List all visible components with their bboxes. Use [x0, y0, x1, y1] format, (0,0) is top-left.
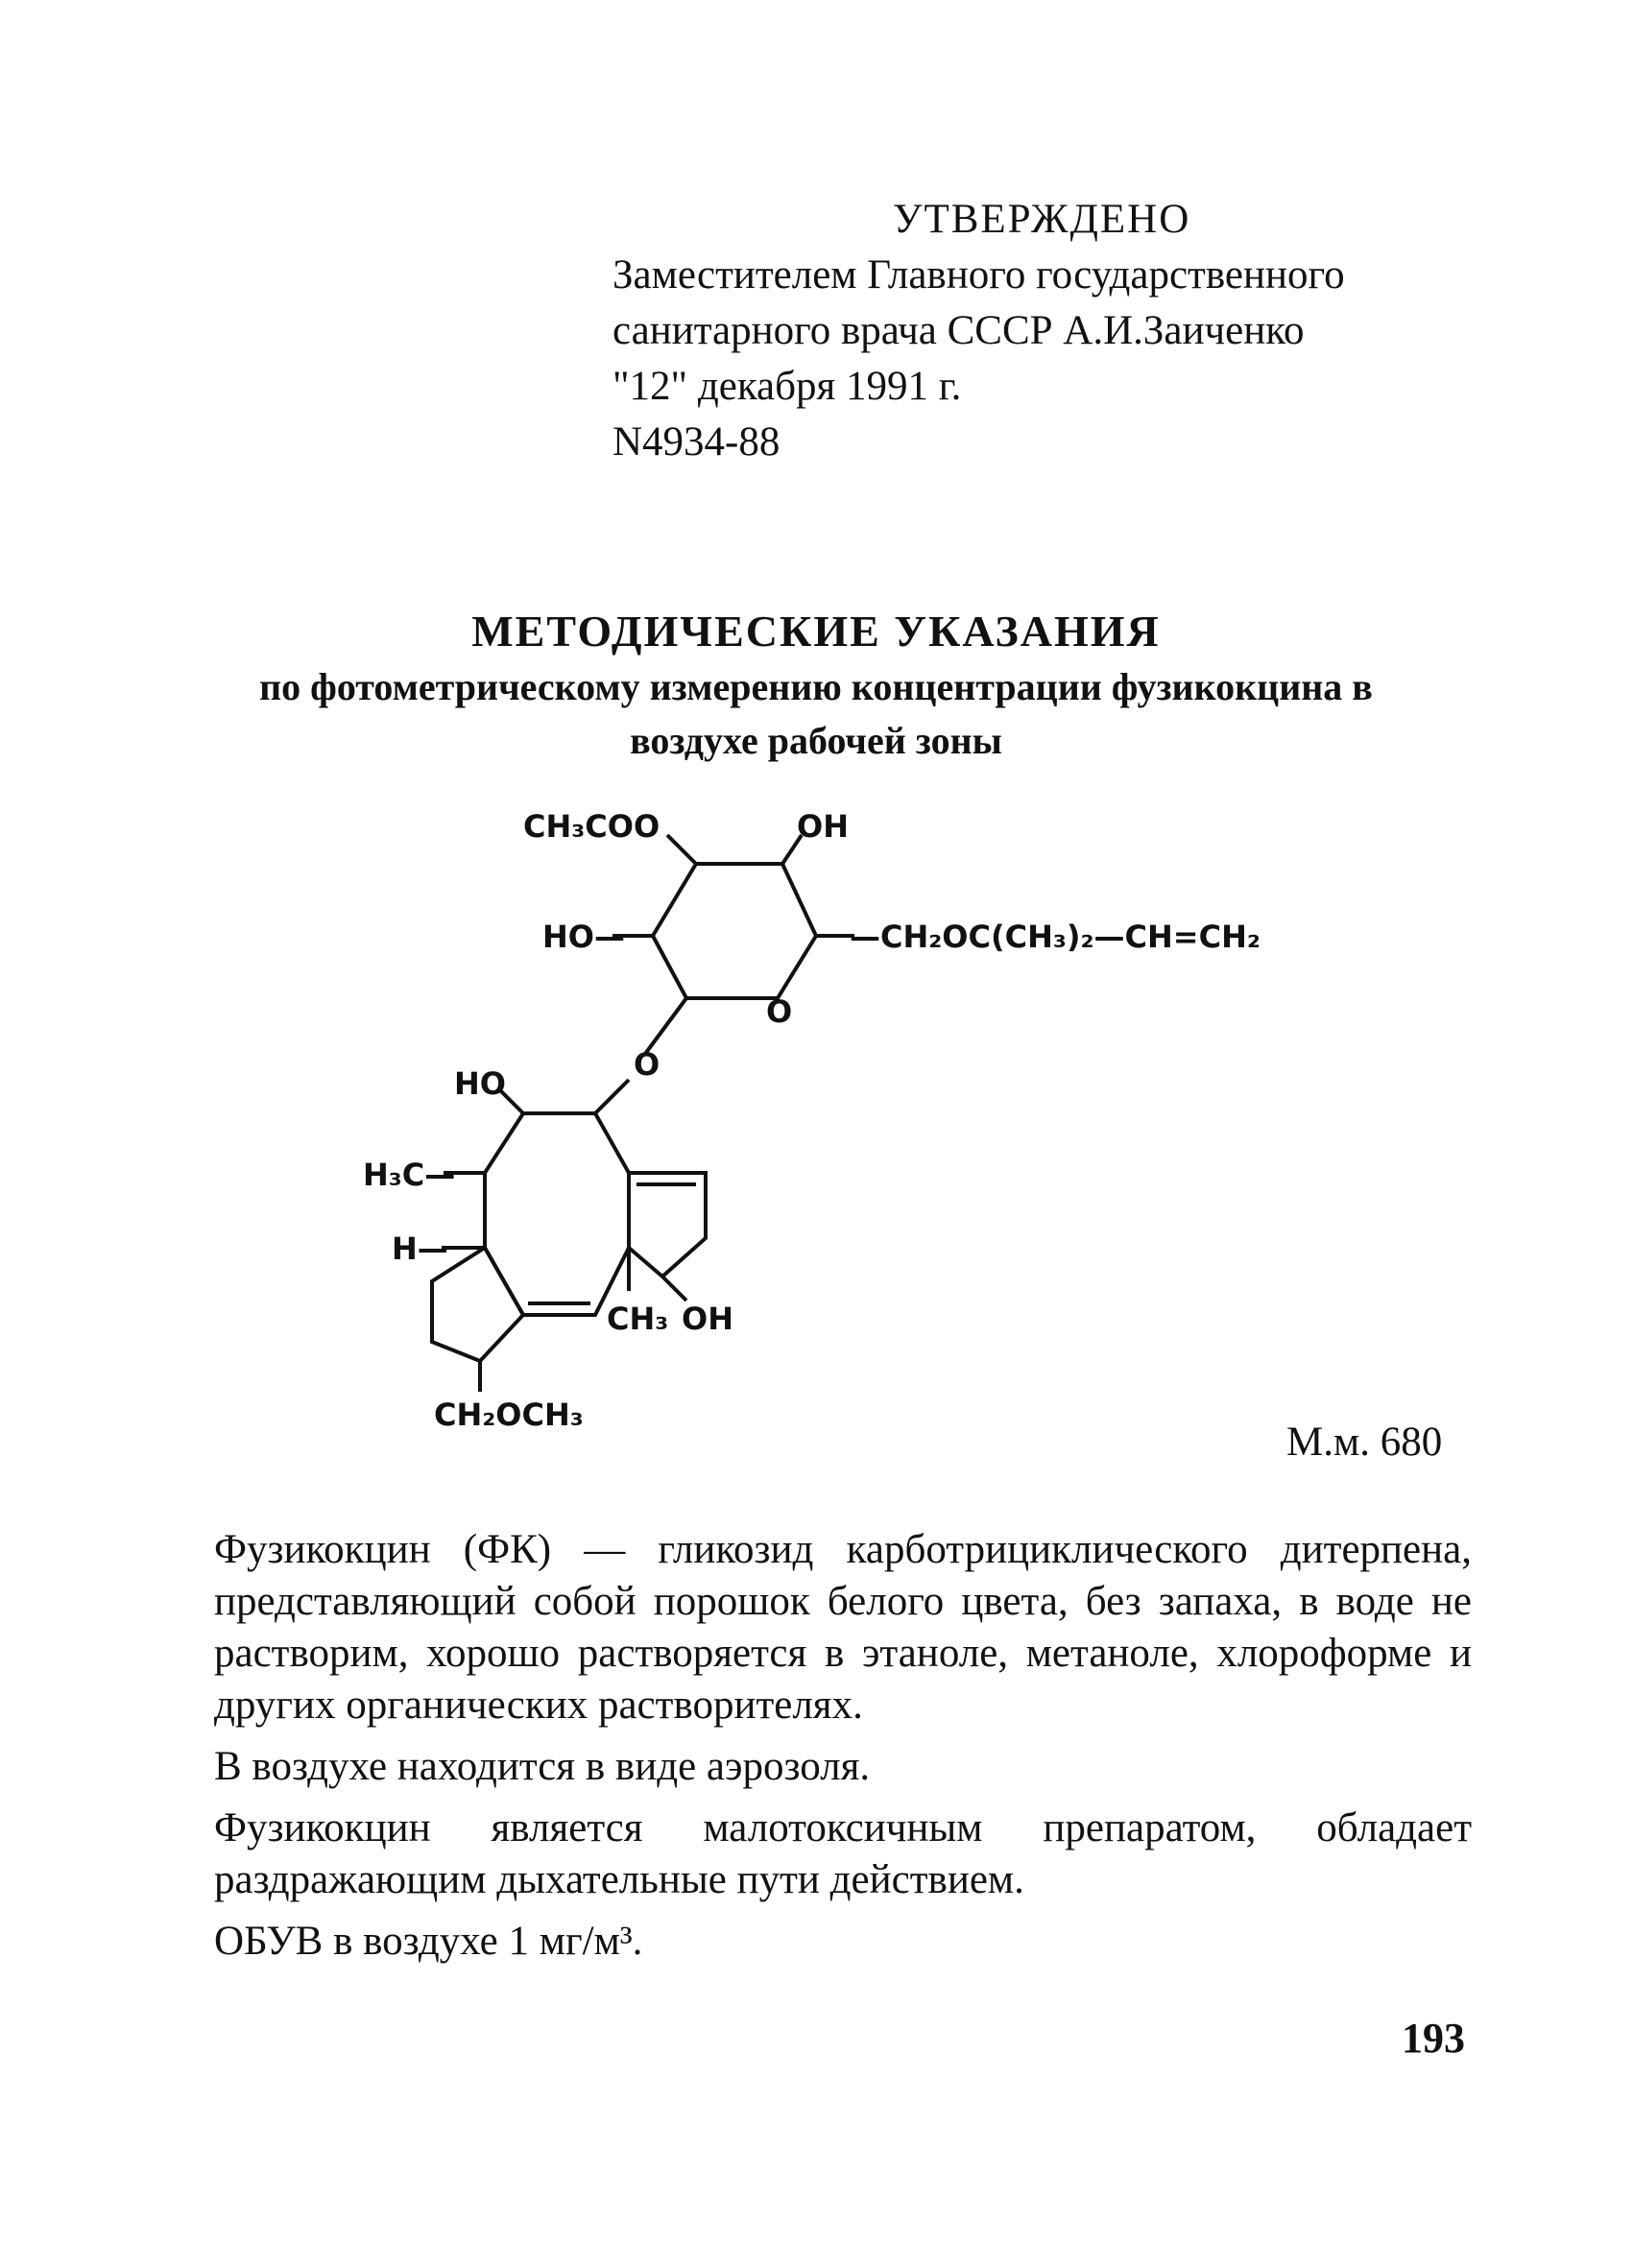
label-h3c: H₃C— — [363, 1157, 456, 1193]
structural-formula-drawing — [355, 797, 1315, 1449]
sugar-ring — [653, 864, 816, 998]
approval-number: N4934-88 — [612, 419, 780, 465]
paragraph: Фузикокцин (ФК) — гликозид карботрициклического дитерпена, представляющий собой порошок белого цвета, без запаха, в воде не растворим, хорошо растворяется в этаноле, метаноле, хлороформе и других органических растворителях. — [214, 1527, 1472, 1728]
approval-line: Заместителем Главного государственного — [612, 252, 1345, 298]
bond — [667, 835, 696, 864]
title-sub: воздухе рабочей зоны — [630, 719, 1002, 762]
label-bridge-oxygen: O — [634, 1046, 660, 1083]
label-ch2och3: CH₂OCH₃ — [434, 1397, 584, 1433]
molar-mass: М.м. 680 — [1286, 1420, 1443, 1465]
structural-formula — [355, 797, 1315, 1449]
label-h: H— — [392, 1230, 448, 1267]
approval-header: УТВЕРЖДЕНО — [893, 197, 1191, 242]
label-ho-ring: HO— — [542, 919, 625, 955]
paragraph: В воздухе находится в виде аэрозоля. — [214, 1744, 871, 1789]
document-title — [144, 603, 1488, 768]
approval-date: "12" декабря 1991 г. — [612, 364, 962, 409]
paragraph: ОБУВ в воздухе 1 мг/м³. — [214, 1919, 643, 1964]
label-ring-oxygen: O — [766, 993, 793, 1030]
right-cyclopentane-ring — [629, 1173, 706, 1277]
paragraph: Фузикокцин является малотоксичным препаратом, обладает раздражающим дыхательные пути действием. — [214, 1805, 1472, 1902]
title-sub: по фотометрическому измерению концентрации фузикокцина в — [259, 665, 1373, 708]
bond — [662, 1277, 686, 1301]
label-ch3coo: CH₃COO — [523, 808, 660, 845]
page-number: 193 — [1402, 2015, 1465, 2062]
title-main: МЕТОДИЧЕСКИЕ УКАЗАНИЯ — [471, 607, 1161, 656]
body-text — [214, 1524, 1472, 1977]
bond — [595, 1080, 629, 1113]
label-side-chain: —CH₂OC(CH₃)₂—CH=CH₂ — [850, 919, 1261, 955]
approval-line: санитарного врача СССР А.И.Заиченко — [612, 308, 1305, 353]
approval-block — [612, 192, 1477, 470]
label-oh-top: OH — [797, 808, 849, 845]
label-ho-left: HO — [454, 1065, 506, 1102]
label-oh-bottom: OH — [682, 1301, 733, 1337]
label-ch3: CH₃ — [607, 1301, 669, 1337]
